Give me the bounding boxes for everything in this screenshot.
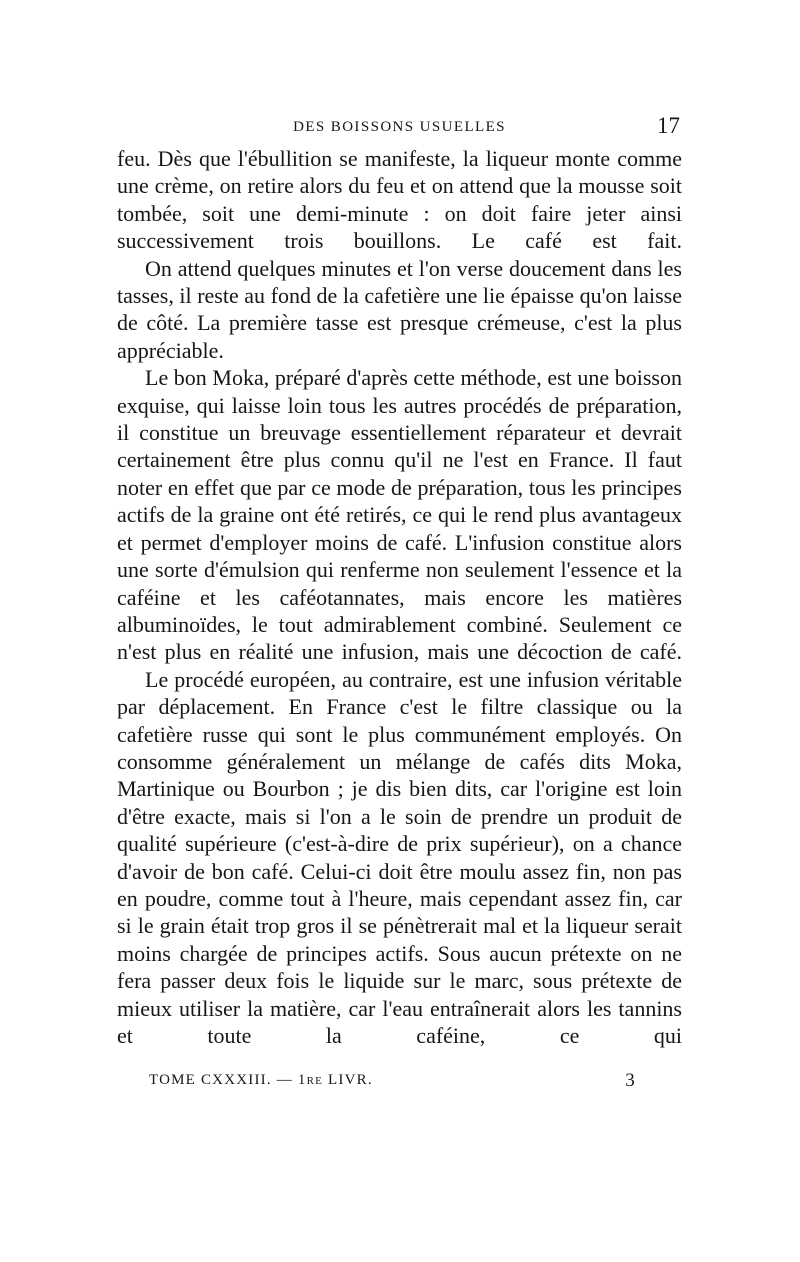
book-page xyxy=(117,0,682,1262)
running-title: DES BOISSONS USUELLES xyxy=(293,119,506,135)
page-number: 17 xyxy=(657,113,680,138)
paragraph: feu. Dès que l'ébullition se manifeste, la liqueur monte comme une crème, on retire alors du feu et on attend que la mousse soit tombée, soit une demi-minute : on doit faire jeter ainsi successivement trois bouillons. Le café est fait. xyxy=(117,146,682,254)
paragraph: On attend quelques minutes et l'on verse doucement dans les tasses, il reste au fond de la cafetière une lie épaisse qu'on laisse de côté. La première tasse est presque crémeuse, c'est la plus appréciable. xyxy=(117,255,682,363)
running-head xyxy=(117,113,682,143)
page-footer xyxy=(117,1070,682,1094)
paragraph: Le procédé européen, au contraire, est une infusion véritable par déplacement. En France c'est le filtre classique ou la cafetière russe qui sont le plus communément employés. On consomme généralement un mélange de cafés dits Moka, Martinique ou Bourbon ; je dis bien dits, car l'origine est loin d'être exacte, mais si l'on a le soin de prendre un produit de qualité supérieure (c'est-à-dire de prix supérieur), on a chance d'avoir de bon café. Celui-ci doit être moulu assez fin, non pas en poudre, comme tout à l'heure, mais cependant assez fin, car si le grain était trop gros il se pénètrerait mal et la liqueur serait moins chargée de principes actifs. Sous aucun prétexte on ne fera passer deux fois le liquide sur le marc, sous prétexte de mieux utiliser la matière, car l'eau entraînerait alors les tannins et toute la caféine, ce qui xyxy=(117,666,682,1048)
body-text xyxy=(117,145,682,1049)
signature-mark: TOME CXXXIII. — 1re LIVR. xyxy=(149,1072,373,1088)
signature-number: 3 xyxy=(625,1070,636,1091)
paragraph: Le bon Moka, préparé d'après cette méthode, est une boisson exquise, qui laisse loin tous les autres procédés de préparation, il constitue un breuvage essentiellement réparateur et devrait certainement être plus connu qu'il ne l'est en France. Il faut noter en effet que par ce mode de préparation, tous les principes actifs de la graine ont été retirés, ce qui le rend plus avantageux et permet d'employer moins de café. L'infusion constitue alors une sorte d'émulsion qui renferme non seulement l'essence et la caféine et les caféotannates, mais encore les matières albuminoïdes, le tout admirablement combiné. Seulement ce n'est plus en réalité une infusion, mais une décoction de café. xyxy=(117,365,682,665)
